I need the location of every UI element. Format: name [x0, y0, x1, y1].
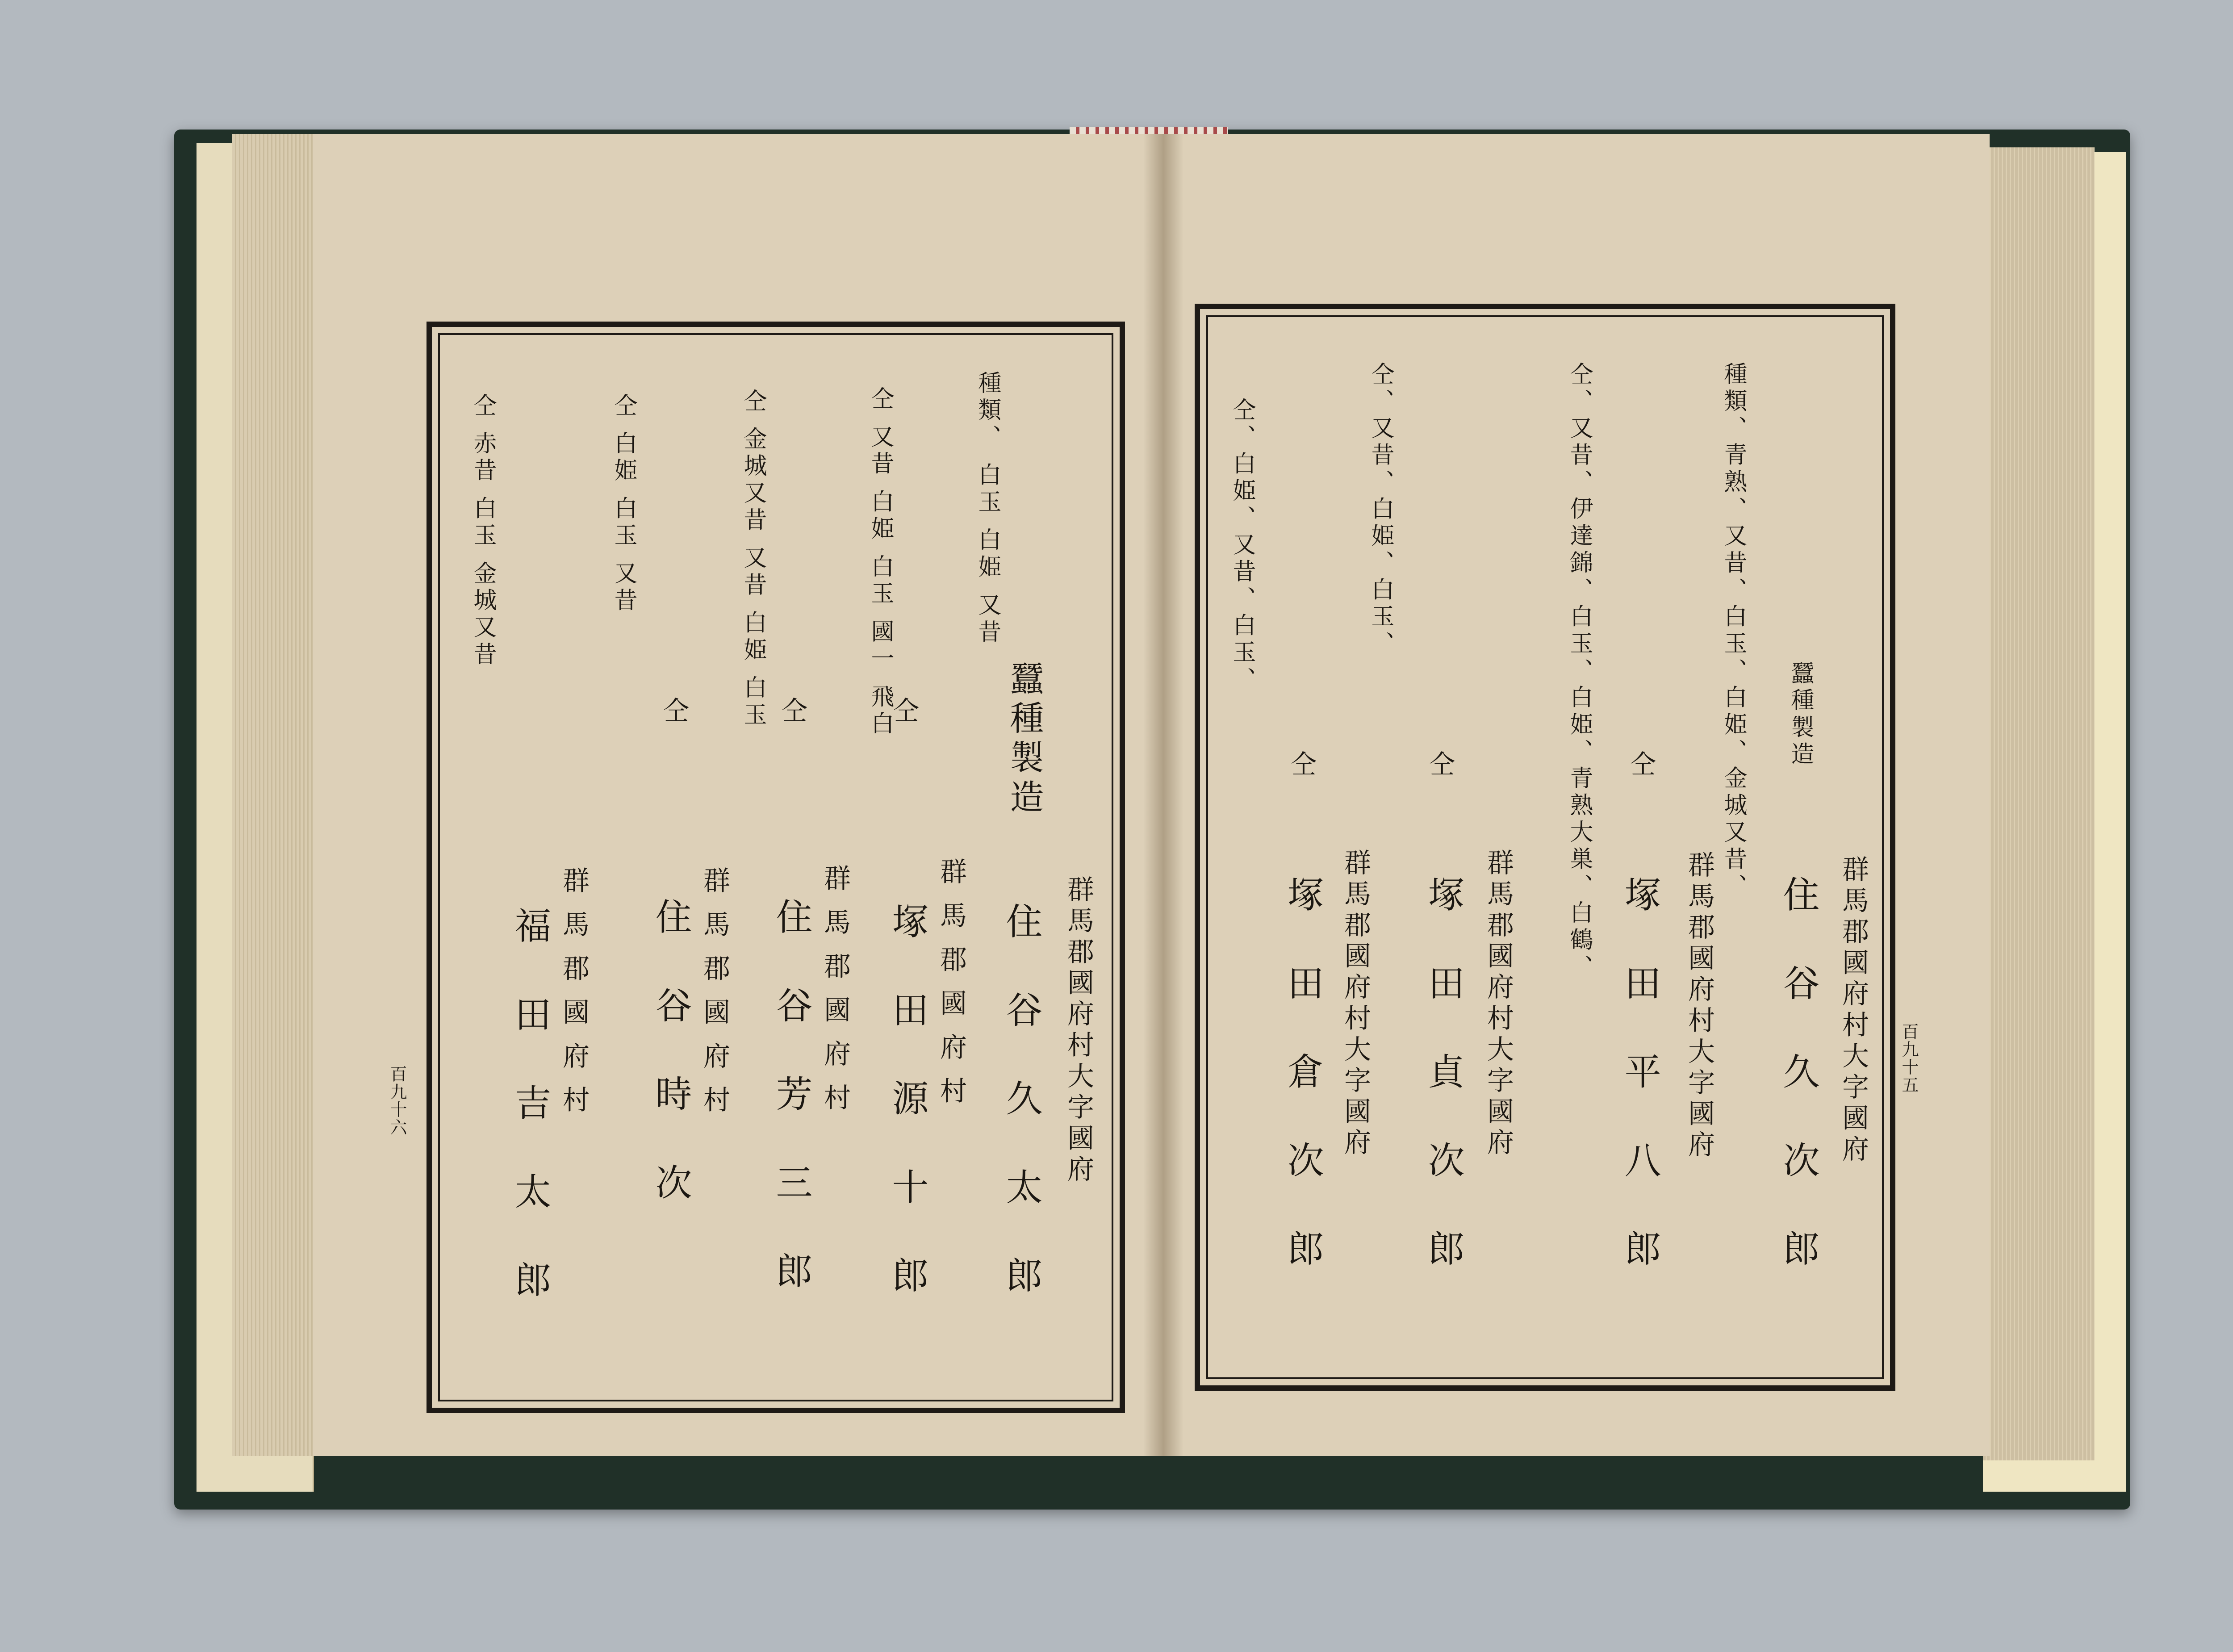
right-types-2: 仝、又昔、伊達錦、白玉、白姫、青熟大巣、白鶴、 — [1566, 362, 1593, 982]
gutter-shadow — [1143, 134, 1183, 1456]
right-name-4: 塚 田 倉 次 郎 — [1281, 875, 1324, 1287]
left-address-1: 群馬郡國府村大字國府 — [1063, 875, 1094, 1186]
left-ditto-1: 仝 — [889, 697, 919, 727]
left-heading: 蠶種製造 — [1004, 661, 1044, 819]
page-stack-right — [1983, 147, 2095, 1460]
left-types-3: 仝 金城又昔 又昔 白姫 白玉 — [740, 389, 766, 729]
left-name-4: 住 谷 時 次 — [649, 898, 692, 1220]
right-ditto-1: 仝 — [1626, 750, 1656, 781]
left-types-1: 種類、 白玉 白姫 又昔 — [974, 371, 1001, 647]
left-address-2: 群 馬 郡 國 府 村 — [936, 857, 967, 1108]
right-address-3: 群馬郡國府村大字國府 — [1483, 849, 1514, 1159]
left-address-5: 群 馬 郡 國 府 村 — [558, 866, 590, 1117]
left-address-3: 群 馬 郡 國 府 村 — [820, 864, 851, 1115]
right-address-2: 群馬郡國府村大字國府 — [1684, 851, 1715, 1162]
left-page-number: 百九十六 — [387, 1065, 407, 1137]
left-name-3: 住 谷 芳 三 郎 — [770, 898, 812, 1309]
left-types-4: 仝 白姫 白玉 又昔 — [610, 393, 637, 615]
left-types-5: 仝 赤昔 白玉 金城又昔 — [469, 393, 496, 669]
left-types-2: 仝 又昔 白姫 白玉 國一 飛白 — [867, 386, 894, 738]
right-name-2: 塚 田 平 八 郎 — [1618, 875, 1661, 1287]
right-address-1: 群馬郡國府村大字國府 — [1838, 855, 1869, 1166]
right-address-4: 群馬郡國府村大字國府 — [1340, 849, 1371, 1159]
right-types-4: 仝、白姫、又昔、白玉、 — [1229, 397, 1255, 694]
left-name-2: 塚 田 源 十 郎 — [886, 902, 928, 1313]
left-name-5: 福 田 吉 太 郎 — [509, 907, 551, 1318]
right-ditto-2: 仝 — [1425, 750, 1455, 781]
right-types-3: 仝、又昔、白姫、白玉、 — [1367, 362, 1394, 658]
right-heading: 蠶種製造 — [1787, 661, 1814, 769]
right-name-3: 塚 田 貞 次 郎 — [1422, 875, 1464, 1287]
left-ditto-3: 仝 — [659, 697, 689, 727]
right-ditto-3: 仝 — [1286, 750, 1317, 781]
left-ditto-2: 仝 — [777, 697, 807, 727]
left-address-4: 群 馬 郡 國 府 村 — [699, 866, 730, 1117]
left-name-1: 住 谷 久 太 郎 — [1000, 902, 1042, 1313]
right-name-1: 住 谷 久 次 郎 — [1777, 875, 1819, 1287]
right-page-number: 百九十五 — [1899, 1023, 1919, 1094]
right-types-1: 種類、青熟、又昔、白玉、白姫、金城又昔、 — [1720, 362, 1747, 901]
